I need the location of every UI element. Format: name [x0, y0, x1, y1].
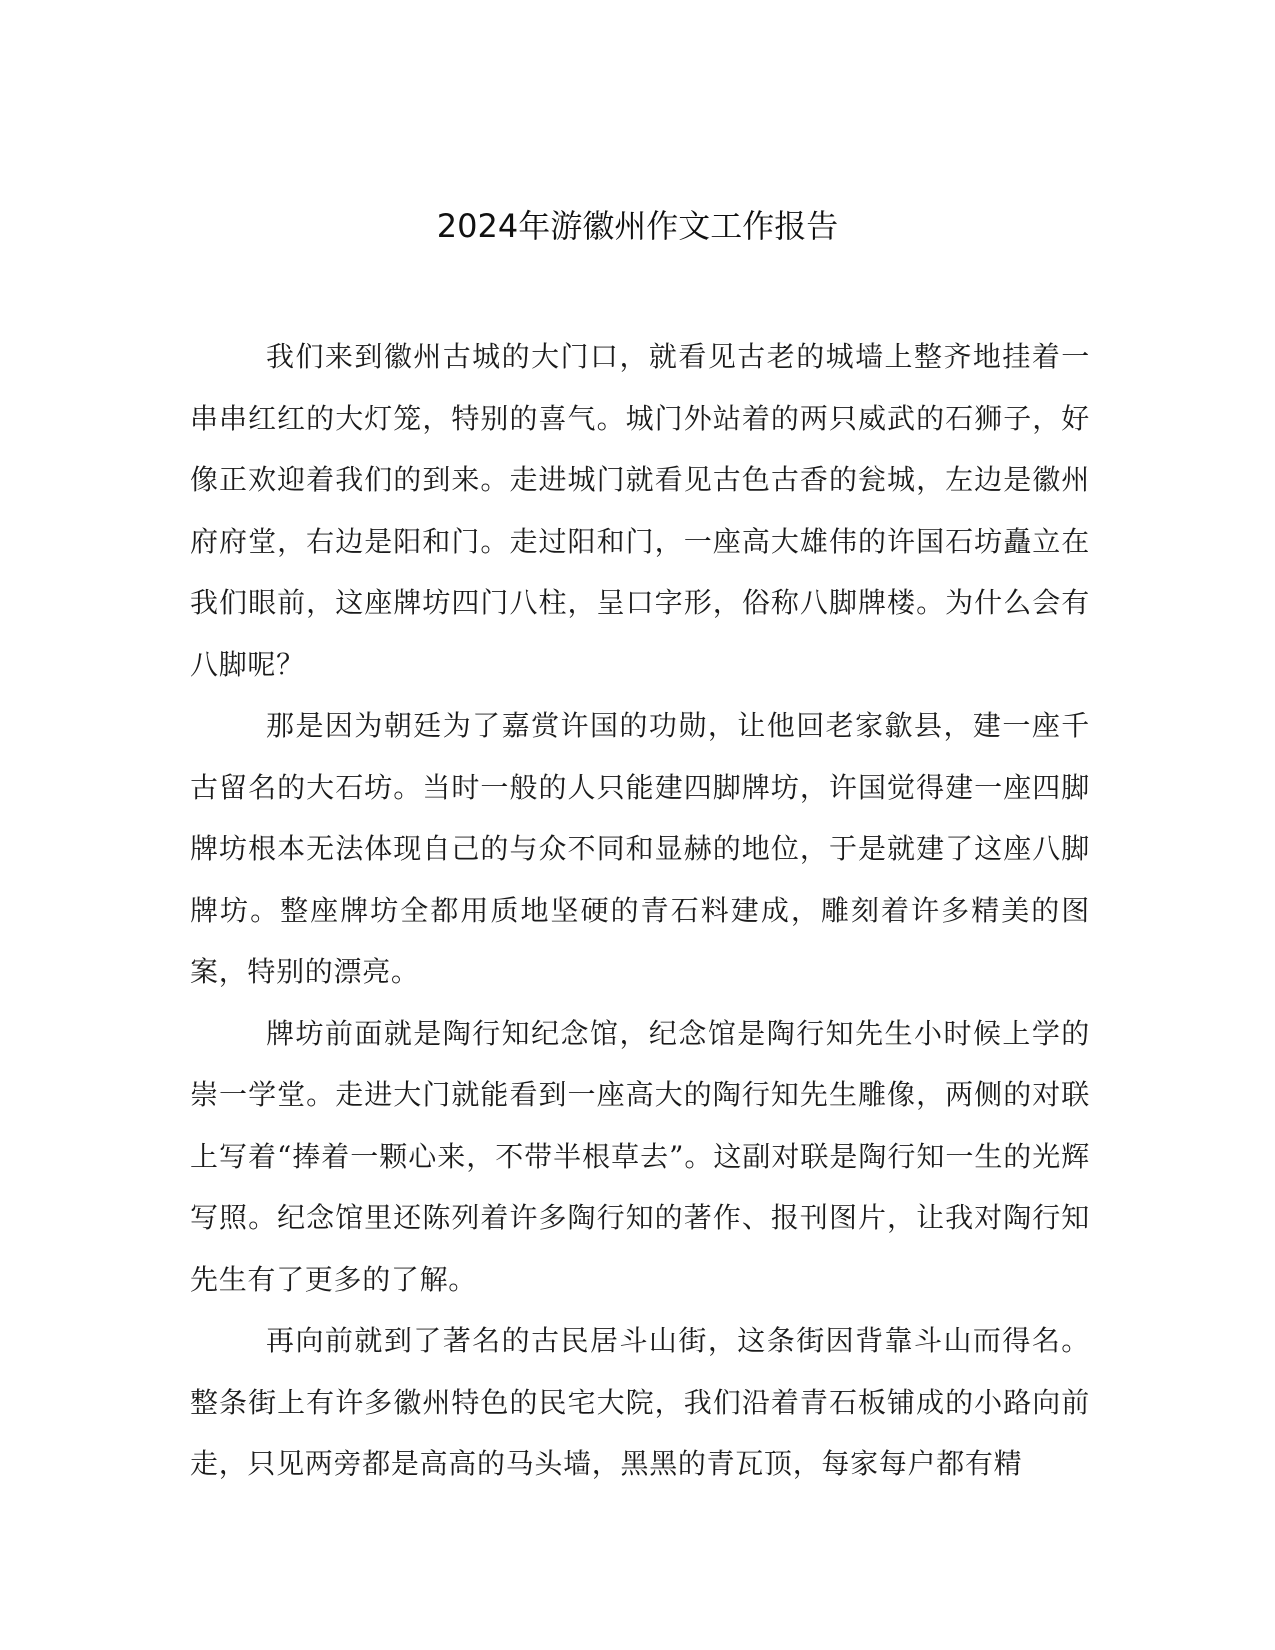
document-title: 2024年游徽州作文工作报告	[436, 207, 839, 245]
paragraph-2: 那是因为朝廷为了嘉赏许国的功勋，让他回老家歙县，建一座千古留名的大石坊。当时一般的人只能建四脚牌坊，许国觉得建一座四脚牌坊根本无法体现自己的与众不同和显赫的地位，于是就建了这座八脚牌坊。整座牌坊全都用质地坚硬的青石料建成，雕刻着许多精美的图案，特别的漂亮。	[190, 709, 1090, 988]
document-body	[190, 326, 1090, 1495]
paragraph-4: 再向前就到了著名的古民居斗山街，这条街因背靠斗山而得名。整条街上有许多徽州特色的民宅大院，我们沿着青石板铺成的小路向前走，只见两旁都是高高的马头墙，黑黑的青瓦顶，每家每户都有精	[190, 1324, 1090, 1480]
paragraph-3: 牌坊前面就是陶行知纪念馆，纪念馆是陶行知先生小时候上学的崇一学堂。走进大门就能看到一座高大的陶行知先生雕像，两侧的对联上写着“捧着一颗心来，不带半根草去”。这副对联是陶行知一生的光辉写照。纪念馆里还陈列着许多陶行知的著作、报刊图片，让我对陶行知先生有了更多的了解。	[190, 1016, 1090, 1296]
paragraph-1: 我们来到徽州古城的大门口，就看见古老的城墙上整齐地挂着一串串红红的大灯笼，特别的喜气。城门外站着的两只威武的石狮子，好像正欢迎着我们的到来。走进城门就看见古色古香的瓮城，左边是徽州府府堂，右边是阳和门。走过阳和门，一座高大雄伟的许国石坊矗立在我们眼前，这座牌坊四门八柱，呈口字形，俗称八脚牌楼。为什么会有八脚呢？	[190, 340, 1090, 681]
